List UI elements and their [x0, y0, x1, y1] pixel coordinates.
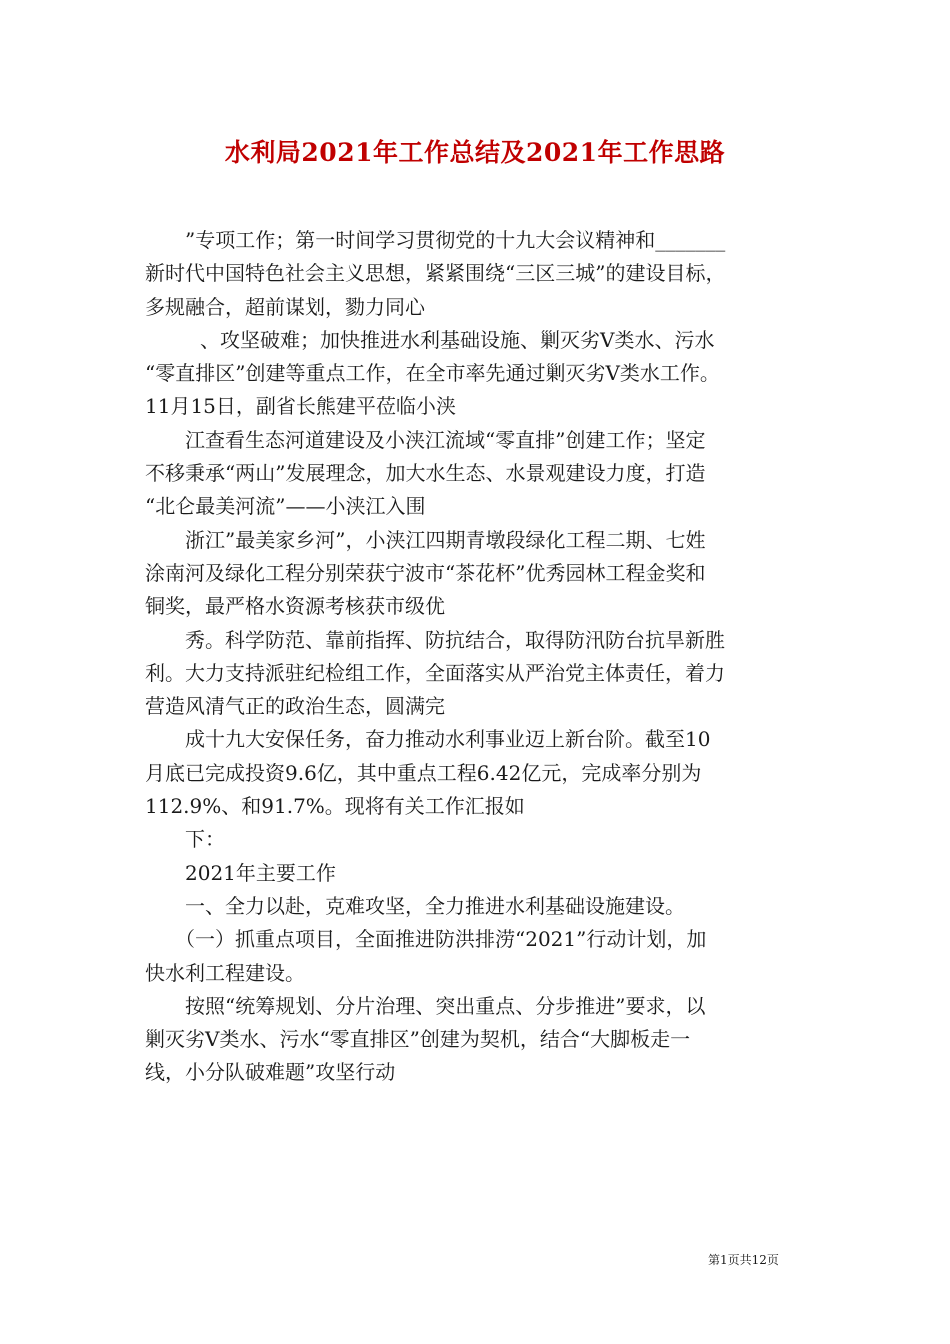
text-line: 快水利工程建设。	[145, 960, 305, 985]
text-line: 多规融合，超前谋划，勠力同心	[145, 294, 425, 319]
text-line: 11月15日，副省长熊建平莅临小浃	[145, 394, 456, 419]
document-body	[145, 224, 810, 1090]
section-heading: 2021年主要工作	[185, 860, 336, 885]
text-line: 按照“统筹规划、分片治理、突出重点、分步推进”要求，以	[185, 993, 706, 1018]
text-line: 铜奖，最严格水资源考核获市级优	[145, 594, 445, 619]
text-line: 剿灭劣Ⅴ类水、污水“零直排区”创建为契机，结合“大脚板走一	[145, 1027, 691, 1052]
text-line: 112.9%、和91.7%。现将有关工作汇报如	[145, 794, 525, 819]
text-line: “零直排区”创建等重点工作，在全市率先通过剿灭劣Ⅴ类水工作。	[145, 361, 720, 386]
text-line: 江查看生态河道建设及小浃江流域“零直排”创建工作；坚定	[185, 427, 706, 452]
text-line: “北仑最美河流”——小浃江入围	[145, 494, 426, 519]
text-line: 成十九大安保任务，奋力推动水利事业迈上新台阶。截至10	[185, 727, 711, 752]
text-line: 、攻坚破难；加快推进水利基础设施、剿灭劣Ⅴ类水、污水	[200, 327, 715, 352]
text-line: 月底已完成投资9.6亿，其中重点工程6.42亿元，完成率分别为	[145, 760, 702, 785]
text-line: 不移秉承“两山”发展理念，加大水生态、水景观建设力度，打造	[145, 461, 706, 486]
text-line: ”专项工作；第一时间学习贯彻党的十九大会议精神和_______	[185, 228, 726, 252]
text-line: 下：	[185, 827, 225, 852]
text-line: 利。大力支持派驻纪检组工作，全面落实从严治党主体责任，着力	[145, 660, 725, 685]
text-line: 一、全力以赴，克难攻坚，全力推进水利基础设施建设。	[185, 893, 685, 918]
text-line: 秀。科学防范、靠前指挥、防抗结合，取得防汛防台抗旱新胜	[185, 627, 725, 652]
document-title: 水利局2021年工作总结及2021年工作思路	[224, 138, 726, 167]
text-line: 新时代中国特色社会主义思想，紧紧围绕“三区三城”的建设目标，	[145, 261, 726, 286]
text-line: 线，小分队破难题”攻坚行动	[145, 1060, 396, 1085]
text-line: 涂南河及绿化工程分别荣获宁波市“茶花杯”优秀园林工程金奖和	[145, 560, 706, 585]
page-number: 第1页共12页	[708, 1253, 779, 1267]
text-line: （一）抓重点项目，全面推进防洪排涝“2021”行动计划，加	[175, 927, 707, 952]
text-line: 营造风清气正的政治生态，圆满完	[145, 694, 445, 719]
text-line: 浙江”最美家乡河”，小浃江四期青墩段绿化工程二期、七姓	[185, 527, 706, 552]
